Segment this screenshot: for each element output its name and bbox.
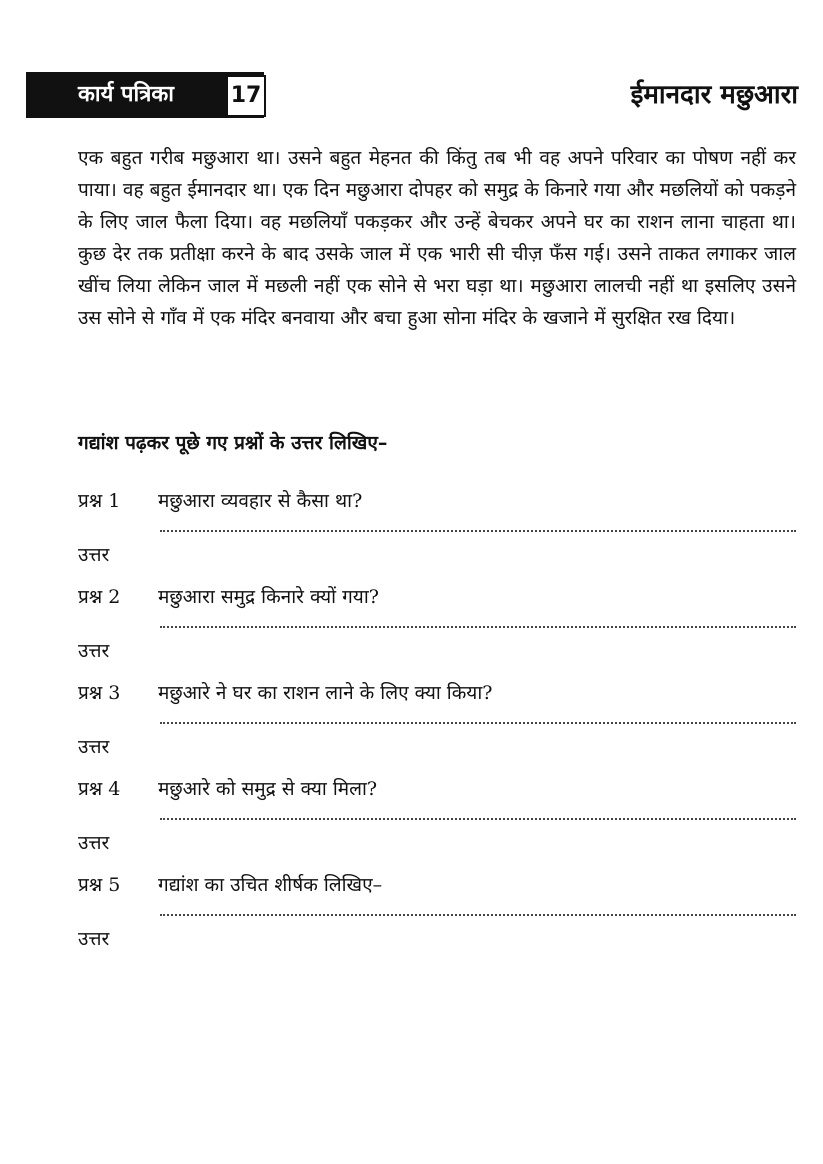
question-text: मछुआरे ने घर का राशन लाने के लिए क्या किया? [158, 682, 493, 704]
worksheet-label: कार्य पत्रिका [78, 82, 174, 107]
answer-label: उत्तर [78, 736, 110, 758]
question-text: गद्यांश का उचित शीर्षक लिखिए– [158, 874, 383, 896]
answer-label: उत्तर [78, 832, 110, 854]
answer-label: उत्तर [78, 640, 110, 662]
question-number: प्रश्न 3 [78, 682, 121, 704]
worksheet-tag [26, 72, 264, 118]
answer-line[interactable] [160, 626, 796, 628]
question-text: मछुआरा समुद्र किनारे क्यों गया? [158, 586, 379, 608]
answer-line[interactable] [160, 914, 796, 916]
question-block-5 [78, 870, 798, 960]
answer-line[interactable] [160, 530, 796, 532]
answer-line[interactable] [160, 722, 796, 724]
reading-passage: एक बहुत गरीब मछुआरा था। उसने बहुत मेहनत की किंतु तब भी वह अपने परिवार का पोषण नहीं कर पाया। वह बहुत ईमानदार था। एक दिन मछुआरा दोपहर को समुद्र के किनारे गया और मछलियों को पकड़ने के लिए जाल फैला दिया। वह मछलियाँ पकड़कर और उन्हें बेचकर अपने घर का राशन लाना चाहता था। कुछ देर तक प्रतीक्षा करने के बाद उसके जाल में एक भारी सी चीज़ फँस गई। उसने ताकत लगाकर जाल खींच लिया लेकिन जाल में मछली नहीं एक सोने से भरा घड़ा था। मछुआरा लालची नहीं था इसलिए उसने उस सोने से गाँव में एक मंदिर बनवाया और बचा हुआ सोना मंदिर के खजाने में सुरक्षित रख दिया। [78, 147, 796, 329]
question-number: प्रश्न 4 [78, 778, 121, 800]
question-number: प्रश्न 5 [78, 874, 121, 896]
question-block-1 [78, 486, 798, 576]
worksheet-header [26, 72, 798, 120]
question-block-4 [78, 774, 798, 864]
answer-label: उत्तर [78, 928, 110, 950]
question-block-3 [78, 678, 798, 768]
answer-line[interactable] [160, 818, 796, 820]
question-text: मछुआरा व्यवहार से कैसा था? [158, 490, 363, 512]
worksheet-title: ईमानदार मछुआरा [630, 80, 798, 110]
question-number: प्रश्न 1 [78, 490, 121, 512]
instruction-heading: गद्यांश पढ़कर पूछे गए प्रश्नों के उत्तर लिखिए– [78, 432, 388, 454]
question-number: प्रश्न 2 [78, 586, 121, 608]
answer-label: उत्तर [78, 544, 110, 566]
worksheet-number: 17 [226, 75, 266, 117]
question-block-2 [78, 582, 798, 672]
question-text: मछुआरे को समुद्र से क्या मिला? [158, 778, 378, 800]
